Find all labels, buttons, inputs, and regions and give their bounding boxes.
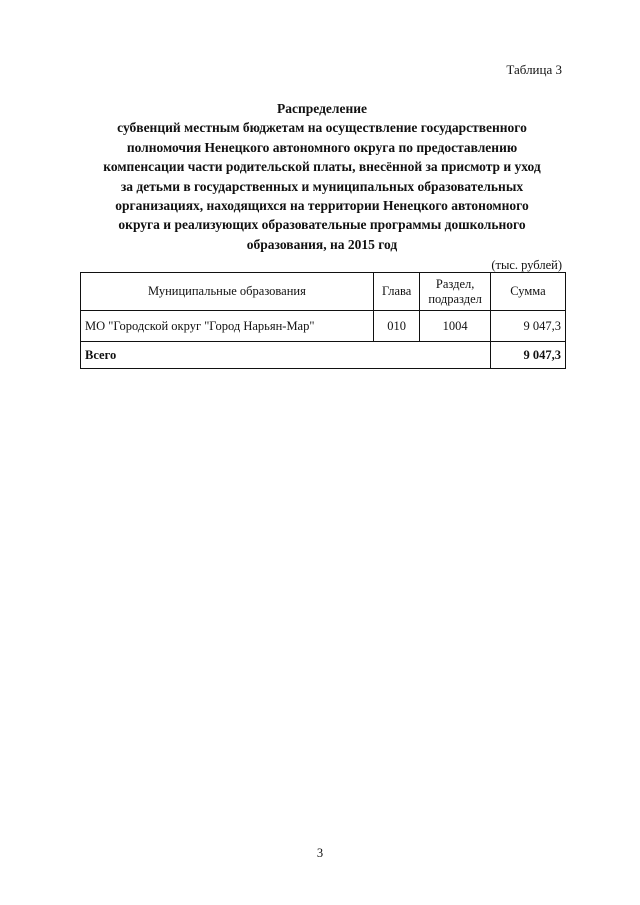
distribution-table: [80, 272, 566, 369]
title-line: за детьми в государственных и муниципальных образовательных: [120, 178, 524, 194]
cell-chapter: 010: [373, 311, 419, 342]
title-line: округа и реализующих образовательные программы дошкольного: [118, 217, 526, 233]
title-line: компенсации части родительской платы, внесённой за присмотр и уход: [103, 159, 541, 175]
cell-municipality: МО "Городской округ "Город Нарьян-Мар": [81, 311, 374, 342]
header-chapter: Глава: [373, 273, 419, 311]
title-line: образования, на 2015 год: [246, 236, 398, 252]
table-header-row: [81, 273, 566, 311]
header-amount: Сумма: [490, 273, 565, 311]
table-row: [81, 311, 566, 342]
header-section-line2: подраздел: [428, 291, 482, 306]
total-label: Всего: [81, 342, 491, 369]
title-line: полномочия Ненецкого автономного округа по предоставлению: [126, 139, 518, 155]
header-section: [420, 273, 491, 311]
table-number: Таблица 3: [506, 62, 562, 77]
total-amount: 9 047,3: [490, 342, 565, 369]
page-number: 3: [316, 846, 324, 860]
document-title: [72, 99, 572, 254]
header-municipality: Муниципальные образования: [81, 273, 374, 311]
units-label: (тыс. рублей): [491, 258, 562, 272]
title-line: организациях, находящихся на территории Ненецкого автономного: [115, 198, 529, 214]
title-line: Распределение: [276, 101, 368, 116]
header-section-line1: Раздел,: [435, 276, 475, 291]
title-line: субвенций местным бюджетам на осуществление государственного: [117, 120, 527, 136]
cell-section: 1004: [420, 311, 491, 342]
total-row: [81, 342, 566, 369]
cell-amount: 9 047,3: [490, 311, 565, 342]
